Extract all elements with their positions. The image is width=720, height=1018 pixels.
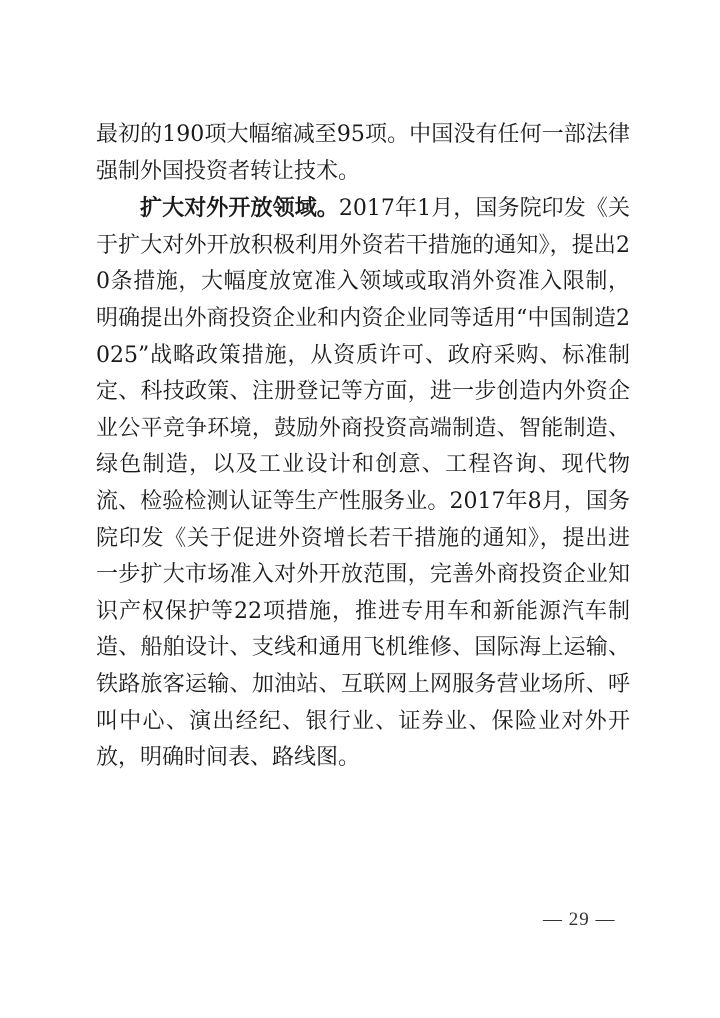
- paragraph-open-fields: [96, 190, 630, 777]
- paragraph-lead-heading: 扩大对外开放领域。: [140, 195, 339, 222]
- document-body: [96, 117, 630, 777]
- paragraph-continuation: 最初的190项大幅缩减至95项。中国没有任何一部法律强制外国投资者转让技术。: [96, 122, 630, 184]
- paragraph-body-text: 2017年1月，国务院印发《关于扩大对外开放积极利用外资若干措施的通知》，提出20条措施，大幅度放宽准入领域或取消外资准入限制，明确提出外商投资企业和内资企业同等适用“中国制造2025”战略政策措施，从资质许可、政府采购、标准制定、科技政策、注册登记等方面，进一步创造内外资企业公平竞争环境，鼓励外商投资高端制造、智能制造、绿色制造，以及工业设计和创意、工程咨询、现代物流、检验检测认证等生产性服务业。2017年8月，国务院印发《关于促进外资增长若干措施的通知》，提出进一步扩大市场准入对外开放范围，完善外商投资企业知识产权保护等22项措施，推进专用车和新能源汽车制造、船舶设计、支线和通用飞机维修、国际海上运输、铁路旅客运输、加油站、互联网上网服务营业场所、呼叫中心、演出经纪、银行业、证券业、保险业对外开放，明确时间表、路线图。: [96, 196, 630, 771]
- page-number: — 29 —: [543, 909, 616, 930]
